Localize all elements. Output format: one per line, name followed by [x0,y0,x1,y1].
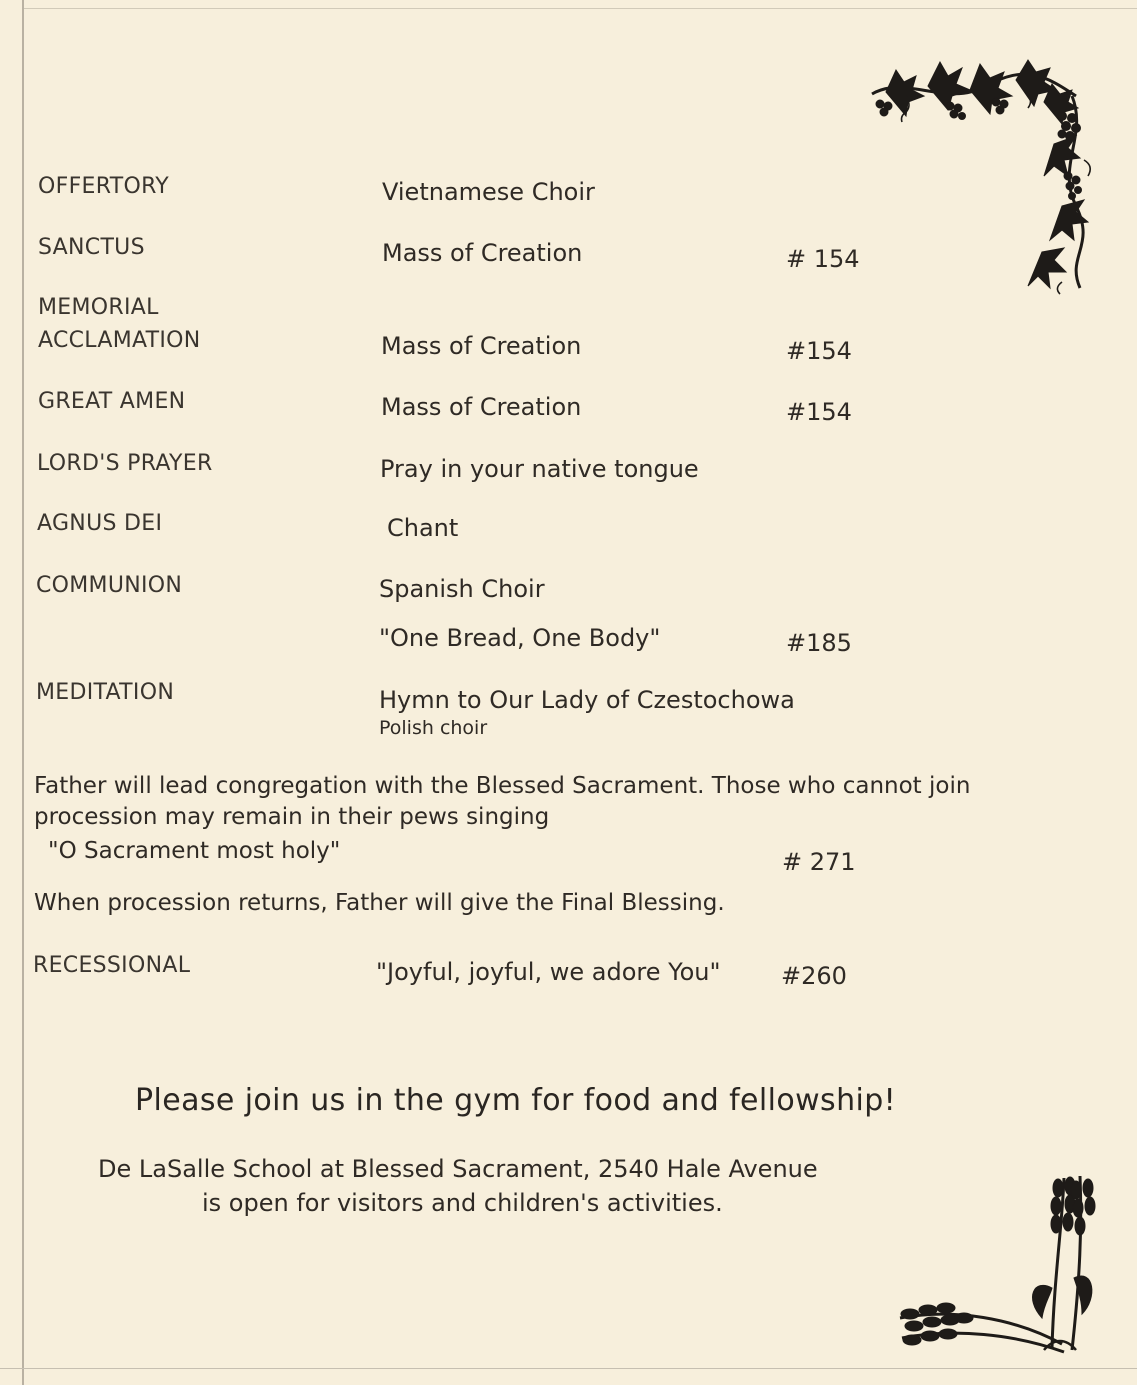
page-left-edge [22,0,24,1385]
hymn-number-recessional: #260 [781,962,847,990]
grapevine-corner-icon [866,56,1102,296]
detail-sanctus: Mass of Creation [382,239,583,267]
detail-meditation-choir: Polish choir [379,717,488,739]
detail-offertory: Vietnamese Choir [382,178,595,206]
procession-song: "O Sacrament most holy" [48,838,341,864]
invitation-line-1: De LaSalle School at Blessed Sacrament, 2540 Hale Avenue [98,1155,818,1183]
label-acclamation: ACCLAMATION [38,328,201,353]
wheat-icon [894,1168,1100,1364]
page-top-edge [22,8,1137,9]
label-sanctus: SANCTUS [38,235,145,260]
hymn-number-sanctus: # 154 [786,245,860,273]
detail-communion: Spanish Choir [379,575,545,603]
procession-line-2: procession may remain in their pews singing [34,804,550,830]
hymn-number-procession: # 271 [782,848,856,876]
label-offertory: OFFERTORY [38,174,169,199]
label-great-amen: GREAT AMEN [38,389,186,414]
detail-great-amen: Mass of Creation [381,393,582,421]
hymn-number-communion: #185 [786,629,852,657]
song-communion: "One Bread, One Body" [379,624,661,652]
label-recessional: RECESSIONAL [33,953,191,978]
hymn-number-great-amen: #154 [786,398,852,426]
final-blessing-note: When procession returns, Father will give the Final Blessing. [34,890,725,916]
detail-memorial-acclamation: Mass of Creation [381,332,582,360]
label-agnus-dei: AGNUS DEI [37,511,163,536]
detail-agnus-dei: Chant [387,514,459,542]
page-bottom-edge [0,1368,1137,1369]
label-communion: COMMUNION [36,573,183,598]
label-lords-prayer: LORD'S PRAYER [37,451,213,476]
hymn-number-memorial-acclamation: #154 [786,337,852,365]
detail-lords-prayer: Pray in your native tongue [380,455,699,483]
label-meditation: MEDITATION [36,680,175,705]
detail-meditation: Hymn to Our Lady of Czestochowa [379,686,795,714]
invitation-line-2: is open for visitors and children's activities. [202,1189,723,1217]
detail-recessional: "Joyful, joyful, we adore You" [376,958,721,986]
label-memorial: MEMORIAL [38,295,159,320]
procession-line-1: Father will lead congregation with the Blessed Sacrament. Those who cannot join [34,773,971,799]
invitation-heading: Please join us in the gym for food and fellowship! [135,1083,897,1118]
